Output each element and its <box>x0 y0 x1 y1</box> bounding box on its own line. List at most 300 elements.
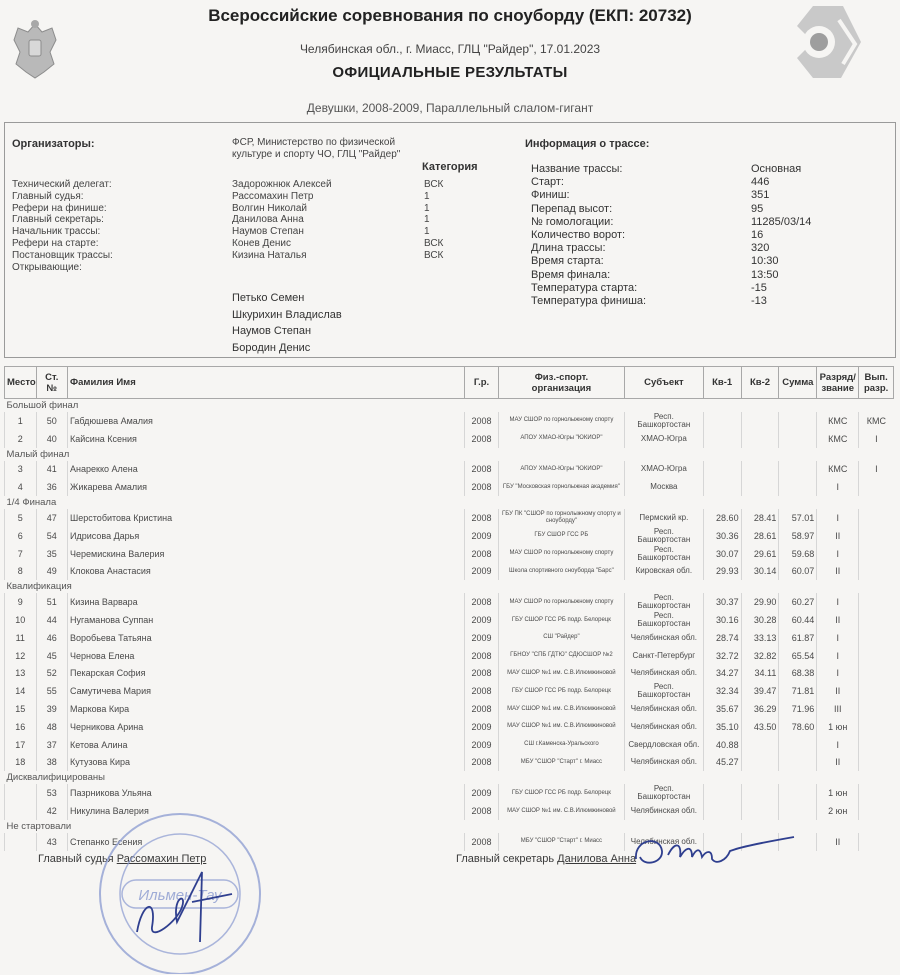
cell-rank: КМС <box>817 412 859 430</box>
chief-judge-name: Рассомахин Петр <box>116 853 207 865</box>
track-info-value: 16 <box>751 229 764 241</box>
cell-bib: 42 <box>36 802 68 820</box>
cell-name: Идрисова Дарья <box>68 527 465 545</box>
cell-done <box>859 802 894 820</box>
cell-year: 2008 <box>465 754 499 772</box>
cell-done <box>859 629 894 647</box>
cell-org: МАУ СШОР №1 им. С.В.Илюмжиновой <box>498 718 624 736</box>
cell-name: Кайсина Ксения <box>68 430 465 448</box>
cell-total <box>779 478 817 496</box>
cell-run2: 43.50 <box>741 718 779 736</box>
cell-year: 2008 <box>465 682 499 700</box>
cell-year: 2008 <box>465 430 499 448</box>
cell-rank: I <box>817 629 859 647</box>
cell-place <box>5 802 37 820</box>
group-title: Не стартовали <box>6 820 72 832</box>
group-title: Малый финал <box>6 448 70 460</box>
chief-secretary-label: Главный секретарь <box>456 853 555 865</box>
cell-place: 2 <box>5 430 37 448</box>
table-row <box>5 700 894 718</box>
official-stamp <box>82 802 278 974</box>
cell-region: Пермский кр. <box>624 509 703 527</box>
cell-bib: 37 <box>36 736 68 754</box>
cell-name: Пекарская София <box>68 665 465 683</box>
official-name: Рассомахин Петр <box>232 190 314 202</box>
track-info-value: -13 <box>751 295 767 307</box>
cell-place: 9 <box>5 593 37 611</box>
official-name: Наумов Степан <box>232 226 304 238</box>
track-info-label: Время старта: <box>531 255 604 268</box>
discipline-heading: Девушки, 2008-2009, Параллельный слалом-гигант <box>306 101 594 115</box>
cell-bib: 41 <box>36 461 68 479</box>
cell-org: ГБУ "Московская горнолыжная академия" <box>498 478 624 496</box>
cell-run2 <box>741 784 779 802</box>
cell-done: КМС <box>859 412 894 430</box>
official-name: Конев Денис <box>232 238 292 249</box>
cell-total: 61.87 <box>779 629 817 647</box>
cell-bib: 51 <box>36 593 68 611</box>
cell-run2: 28.41 <box>741 509 779 527</box>
group-title: Квалификация <box>6 581 72 593</box>
cell-total: 71.96 <box>779 700 817 718</box>
table-row <box>5 545 894 563</box>
cell-name: Маркова Кира <box>68 700 465 718</box>
cell-bib: 43 <box>36 833 68 851</box>
cell-run2 <box>741 754 779 772</box>
cell-run1: 34.27 <box>703 665 741 683</box>
col-region: Субъект <box>624 367 703 399</box>
cell-run2: 30.14 <box>741 563 779 581</box>
cell-bib: 45 <box>36 647 68 665</box>
cell-org: СШ г.Каменска-Уральского <box>498 736 624 754</box>
cell-year: 2008 <box>465 545 499 563</box>
table-row <box>5 478 894 496</box>
cell-org: МАУ СШОР по горнолыжному спорту <box>498 412 624 430</box>
cell-bib: 36 <box>36 478 68 496</box>
cell-rank: I <box>817 509 859 527</box>
cell-place <box>5 833 37 851</box>
cell-year: 2008 <box>465 461 499 479</box>
table-row <box>5 718 894 736</box>
table-row <box>5 430 894 448</box>
table-row <box>5 736 894 754</box>
cell-done <box>859 647 894 665</box>
cell-done <box>859 478 894 496</box>
group-row <box>5 771 894 784</box>
cell-region: Респ. Башкортостан <box>624 412 703 430</box>
chief-judge-label: Главный судья <box>38 853 114 865</box>
organizers-value-1: ФСР, Министерство по физической <box>232 137 396 148</box>
cell-year: 2008 <box>465 647 499 665</box>
cell-run1: 30.07 <box>703 545 741 563</box>
cell-run1 <box>703 412 741 430</box>
cell-region: Свердловская обл. <box>624 736 703 754</box>
cell-name: Чернова Елена <box>68 647 465 665</box>
cell-org: МАУ СШОР №1 им. С.В.Илюмжиновой <box>498 802 624 820</box>
cell-run2: 28.61 <box>741 527 779 545</box>
cell-name: Кизина Варвара <box>68 593 465 611</box>
cell-year: 2009 <box>465 718 499 736</box>
cell-org: АПОУ ХМАО-Югры "ЮКИОР" <box>498 430 624 448</box>
cell-name: Нугаманова Суппан <box>68 611 465 629</box>
cell-year: 2009 <box>465 736 499 754</box>
cell-bib: 38 <box>36 754 68 772</box>
opener-name: Петько Семен <box>232 292 305 304</box>
cell-region: Челябинская обл. <box>624 665 703 683</box>
stamp-text: Ильмен-Тау <box>138 887 222 904</box>
event-location: Челябинская обл., г. Миасс, ГЛЦ "Райдер", 17.01.2023 <box>299 42 601 56</box>
cell-done <box>859 700 894 718</box>
cell-name: Шерстобитова Кристина <box>68 509 465 527</box>
table-row <box>5 665 894 683</box>
official-category: ВСК <box>424 179 444 190</box>
group-title: 1/4 Финала <box>6 497 57 509</box>
cell-run1: 40.88 <box>703 736 741 754</box>
cell-bib: 55 <box>36 682 68 700</box>
cell-bib: 49 <box>36 563 68 581</box>
cell-run2 <box>741 802 779 820</box>
cell-name: Габдюшева Амалия <box>68 412 465 430</box>
track-info-value: 446 <box>751 176 770 189</box>
organizers-value-2: культуре и спорту ЧО, ГЛЦ "Райдер" <box>232 149 401 160</box>
official-category: ВСК <box>424 238 444 249</box>
cell-year: 2008 <box>465 593 499 611</box>
cell-org: МАУ СШОР по горнолыжному спорту <box>498 593 624 611</box>
cell-run2: 32.82 <box>741 647 779 665</box>
track-info-value: 13:50 <box>751 268 779 281</box>
cell-place: 8 <box>5 563 37 581</box>
secretary-signature-mark <box>630 829 800 874</box>
table-row <box>5 461 894 479</box>
cell-bib: 35 <box>36 545 68 563</box>
cell-bib: 47 <box>36 509 68 527</box>
cell-org: ГБУ СШОР ГСС РБ подр. Белорецк <box>498 611 624 629</box>
cell-org: МАУ СШОР по горнолыжному спорту <box>498 545 624 563</box>
col-org: Физ.-спорт. организация <box>498 367 624 399</box>
opener-name: Шкурихин Владислав <box>232 308 342 321</box>
track-info-value: 95 <box>751 202 764 215</box>
cell-done <box>859 665 894 683</box>
track-info-label: Время финала: <box>531 268 611 281</box>
official-role: Открывающие: <box>12 261 82 273</box>
cell-year: 2008 <box>465 665 499 683</box>
cell-region: Челябинская обл. <box>624 833 703 851</box>
cell-region: Санкт-Петербург <box>624 647 703 665</box>
group-title: Большой финал <box>6 400 79 411</box>
cell-run2: 30.28 <box>741 611 779 629</box>
cell-org: ГБУ СШОР ГСС РБ подр. Белорецк <box>498 784 624 802</box>
cell-place <box>5 784 37 802</box>
official-name: Волгин Николай <box>232 202 307 214</box>
cell-year: 2009 <box>465 611 499 629</box>
official-category: ВСК <box>424 249 444 261</box>
cell-total: 59.68 <box>779 545 817 563</box>
cell-run1 <box>703 784 741 802</box>
cell-org: Школа спортивного сноуборда "Барс" <box>498 563 624 581</box>
cell-run1 <box>703 802 741 820</box>
cell-place: 4 <box>5 478 37 496</box>
cell-total: 78.60 <box>779 718 817 736</box>
cell-total <box>779 736 817 754</box>
cell-place: 15 <box>5 700 37 718</box>
cell-run1 <box>703 478 741 496</box>
cell-total <box>779 784 817 802</box>
cell-place: 12 <box>5 647 37 665</box>
cell-run1: 45.27 <box>703 754 741 772</box>
official-role: Главный судья: <box>12 190 84 202</box>
group-title: Дисквалифицированы <box>6 772 105 784</box>
official-role: Главный секретарь: <box>12 214 104 226</box>
cell-org: МБУ "СШОР "Старт" г. Миасс <box>498 833 624 851</box>
cell-org: ГБУ СШОР ГСС РБ <box>498 527 624 545</box>
cell-region: Челябинская обл. <box>624 700 703 718</box>
chief-secretary-name: Данилова Анна <box>557 853 637 865</box>
cell-region: Респ. Башкортостан <box>624 527 703 545</box>
cell-org: АПОУ ХМАО-Югры "ЮКИОР" <box>498 461 624 479</box>
cell-run2: 34.11 <box>741 665 779 683</box>
group-row <box>5 448 894 461</box>
cell-total: 57.01 <box>779 509 817 527</box>
cell-run2: 29.61 <box>741 545 779 563</box>
cell-run2 <box>741 461 779 479</box>
cell-year: 2009 <box>465 563 499 581</box>
cell-run1: 32.72 <box>703 647 741 665</box>
cell-done <box>859 527 894 545</box>
cell-year: 2009 <box>465 629 499 647</box>
col-run1: Кв-1 <box>703 367 741 399</box>
cell-rank: II <box>817 754 859 772</box>
cell-name: Кетова Алина <box>68 736 465 754</box>
cell-place: 11 <box>5 629 37 647</box>
track-info-value: 320 <box>751 242 770 255</box>
col-name: Фамилия Имя <box>68 367 465 399</box>
cell-name: Черемискина Валерия <box>68 545 465 563</box>
cell-region: Респ. Башкортостан <box>624 682 703 700</box>
cell-rank: II <box>817 833 859 851</box>
cell-done <box>859 563 894 581</box>
cell-run1 <box>703 461 741 479</box>
group-row <box>5 399 894 413</box>
cell-year: 2008 <box>465 802 499 820</box>
cell-name: Черникова Арина <box>68 718 465 736</box>
cell-total <box>779 412 817 430</box>
official-name: Задорожнюк Алексей <box>232 179 332 190</box>
page-title: Всероссийские соревнования по сноуборду (ЕКП: 20732) <box>208 6 692 25</box>
cell-done <box>859 718 894 736</box>
table-row <box>5 784 894 802</box>
cell-region: Челябинская обл. <box>624 629 703 647</box>
group-row <box>5 580 894 593</box>
track-info-label: Перепад высот: <box>531 202 613 215</box>
cell-done <box>859 736 894 754</box>
cell-rank: I <box>817 478 859 496</box>
cell-rank: II <box>817 563 859 581</box>
official-role: Технический делегат: <box>12 179 112 190</box>
cell-org: СШ "Райдер" <box>498 629 624 647</box>
cell-done <box>859 833 894 851</box>
category-label: Категория <box>422 161 478 173</box>
cell-rank: I <box>817 593 859 611</box>
cell-run2 <box>741 430 779 448</box>
track-info-label: Количество ворот: <box>531 229 626 241</box>
cell-done: I <box>859 461 894 479</box>
official-role: Начальник трассы: <box>12 226 101 238</box>
track-info-title: Информация о трассе: <box>525 138 650 150</box>
cell-total <box>779 754 817 772</box>
cell-year: 2008 <box>465 833 499 851</box>
cell-rank: 2 юн <box>817 802 859 820</box>
track-info-label: Старт: <box>531 176 564 189</box>
cell-rank: II <box>817 611 859 629</box>
results-body <box>5 399 894 851</box>
col-done: Вып. разр. <box>859 367 894 399</box>
cell-done <box>859 509 894 527</box>
opener-name: Наумов Степан <box>232 325 312 337</box>
official-name: Данилова Анна <box>232 214 304 226</box>
track-info-label: Название трассы: <box>531 163 623 175</box>
cell-org: МБУ "СШОР "Старт" г. Миасс <box>498 754 624 772</box>
track-info-value: 351 <box>751 189 770 202</box>
cell-run1: 35.10 <box>703 718 741 736</box>
track-info-value: 10:30 <box>751 255 779 268</box>
cell-org: ГБУ СШОР ГСС РБ подр. Белорецк <box>498 682 624 700</box>
cell-region: Респ. Башкортостан <box>624 593 703 611</box>
cell-run2: 33.13 <box>741 629 779 647</box>
cell-year: 2008 <box>465 700 499 718</box>
cell-name: Кутузова Кира <box>68 754 465 772</box>
cell-run2: 39.47 <box>741 682 779 700</box>
cell-rank: I <box>817 545 859 563</box>
cell-done <box>859 784 894 802</box>
cell-place: 14 <box>5 682 37 700</box>
table-header-row <box>5 367 894 399</box>
track-info-value: 11285/03/14 <box>751 215 812 228</box>
cell-total: 71.81 <box>779 682 817 700</box>
cell-region: Москва <box>624 478 703 496</box>
cell-bib: 50 <box>36 412 68 430</box>
organizers-label: Организаторы: <box>12 138 95 150</box>
group-row <box>5 496 894 509</box>
cell-bib: 44 <box>36 611 68 629</box>
official-results-heading: ОФИЦИАЛЬНЫЕ РЕЗУЛЬТАТЫ <box>332 64 568 81</box>
table-row <box>5 682 894 700</box>
cell-total <box>779 430 817 448</box>
cell-run1: 32.34 <box>703 682 741 700</box>
cell-run2: 36.29 <box>741 700 779 718</box>
cell-bib: 48 <box>36 718 68 736</box>
cell-name: Воробьева Татьяна <box>68 629 465 647</box>
track-info-label: Длина трассы: <box>531 242 606 255</box>
cell-run1: 29.93 <box>703 563 741 581</box>
cell-bib: 40 <box>36 430 68 448</box>
official-category: 1 <box>424 190 430 202</box>
cell-region: ХМАО-Югра <box>624 461 703 479</box>
cell-org: ГБУ ПК "СШОР по горнолыжному спорту и сноуборду" <box>498 509 624 527</box>
cell-region: Челябинская обл. <box>624 754 703 772</box>
official-category: 1 <box>424 214 430 226</box>
cell-org: ГБНОУ "СПБ ГДТЮ" СДЮСШОР №2 <box>498 647 624 665</box>
cell-bib: 46 <box>36 629 68 647</box>
cell-run2 <box>741 412 779 430</box>
cell-rank: I <box>817 665 859 683</box>
track-info-value: -15 <box>751 281 767 294</box>
cell-name: Самутичева Мария <box>68 682 465 700</box>
cell-bib: 52 <box>36 665 68 683</box>
cell-rank: III <box>817 700 859 718</box>
official-category: 1 <box>424 226 430 238</box>
table-row <box>5 629 894 647</box>
cell-rank: II <box>817 682 859 700</box>
cell-rank: I <box>817 736 859 754</box>
table-row <box>5 527 894 545</box>
cell-rank: КМС <box>817 461 859 479</box>
cell-run1: 30.16 <box>703 611 741 629</box>
cell-done <box>859 545 894 563</box>
cell-year: 2009 <box>465 784 499 802</box>
col-place: Место <box>5 367 37 399</box>
table-row <box>5 647 894 665</box>
table-row <box>5 412 894 430</box>
cell-done <box>859 682 894 700</box>
cell-run1: 30.36 <box>703 527 741 545</box>
opener-name: Бородин Денис <box>232 341 311 354</box>
cell-name: Степанко Есения <box>68 833 465 851</box>
cell-total: 58.97 <box>779 527 817 545</box>
cell-total: 60.44 <box>779 611 817 629</box>
cell-rank: КМС <box>817 430 859 448</box>
track-info-label: Температура старта: <box>531 281 638 294</box>
cell-region: Челябинская обл. <box>624 718 703 736</box>
col-total: Сумма <box>779 367 817 399</box>
cell-run1 <box>703 430 741 448</box>
cell-year: 2008 <box>465 509 499 527</box>
col-rank: Разряд/ звание <box>817 367 859 399</box>
cell-run1: 30.37 <box>703 593 741 611</box>
table-row <box>5 754 894 772</box>
cell-run2 <box>741 736 779 754</box>
track-info-label: Финиш: <box>531 189 570 202</box>
cell-place: 17 <box>5 736 37 754</box>
cell-run1: 28.60 <box>703 509 741 527</box>
cell-bib: 54 <box>36 527 68 545</box>
cell-rank: II <box>817 527 859 545</box>
cell-place: 13 <box>5 665 37 683</box>
official-role: Постановщик трассы: <box>12 249 113 261</box>
track-info-value: Основная <box>751 163 802 175</box>
cell-place: 3 <box>5 461 37 479</box>
cell-region: Респ. Башкортостан <box>624 611 703 629</box>
cell-place: 16 <box>5 718 37 736</box>
cell-region: ХМАО-Югра <box>624 430 703 448</box>
col-run2: Кв-2 <box>741 367 779 399</box>
cell-rank: 1 юн <box>817 784 859 802</box>
cell-done: I <box>859 430 894 448</box>
track-info-label: № гомологации: <box>531 215 614 228</box>
cell-run2 <box>741 478 779 496</box>
chief-secretary-signature <box>456 853 636 865</box>
col-year: Г.р. <box>465 367 499 399</box>
cell-total <box>779 461 817 479</box>
cell-year: 2008 <box>465 412 499 430</box>
cell-year: 2008 <box>465 478 499 496</box>
official-name: Кизина Наталья <box>232 249 307 261</box>
official-category: 1 <box>424 202 430 214</box>
cell-name: Никулина Валерия <box>68 802 465 820</box>
cell-total: 60.27 <box>779 593 817 611</box>
cell-done <box>859 593 894 611</box>
cell-rank: 1 юн <box>817 718 859 736</box>
table-row <box>5 563 894 581</box>
